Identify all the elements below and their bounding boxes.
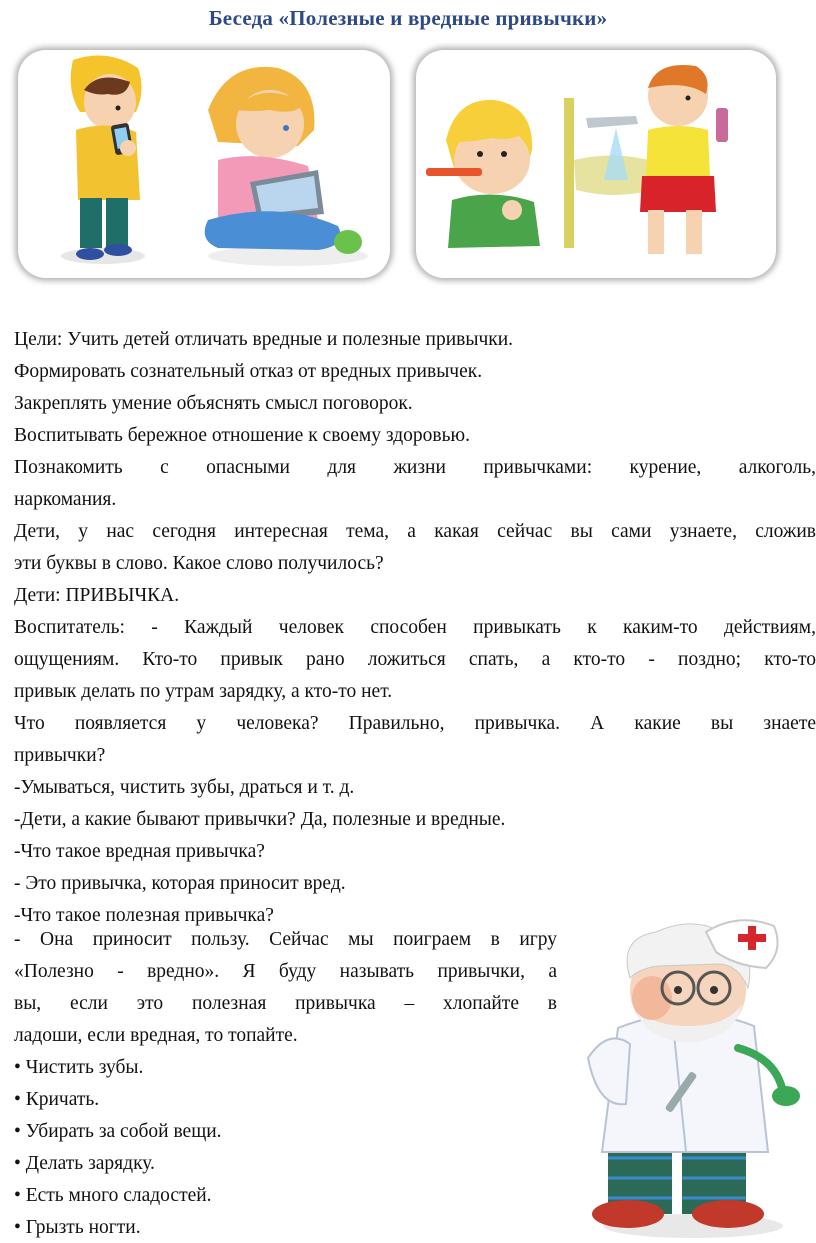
text-line: Дети, у нас сегодня интересная тема, а какая сейчас вы сами узнаете, сложив xyxy=(14,521,816,542)
kids-gadgets-illustration xyxy=(18,50,390,278)
text-line: ощущениям. Кто-то привык рано ложиться спать, а кто-то - поздно; кто-то xyxy=(14,649,816,670)
girl-with-laptop-icon xyxy=(205,67,368,266)
habits-list xyxy=(14,1052,557,1243)
illustration-kids-with-gadgets xyxy=(18,50,390,278)
list-item: • Делать зарядку. xyxy=(14,1153,155,1174)
list-item: • Грызть ногти. xyxy=(14,1217,141,1238)
sink-icon xyxy=(564,98,656,248)
text-line: наркомания. xyxy=(14,489,117,510)
text-line: -Умываться, чистить зубы, драться и т. д. xyxy=(14,777,355,798)
text-line: Формировать сознательный отказ от вредных привычек. xyxy=(14,361,483,382)
boy-brushing-teeth-icon xyxy=(426,100,540,248)
doctor-icon xyxy=(578,908,808,1240)
text-line: Воспитатель: - Каждый человек способен привыкать к каким-то действиям, xyxy=(14,617,816,638)
text-line: Познакомить с опасными для жизни привычками: курение, алкоголь, xyxy=(14,457,816,478)
text-line: -Что такое полезная привычка? xyxy=(14,905,274,926)
boy-with-phone-icon xyxy=(61,56,145,265)
boy-washing-face-icon xyxy=(640,65,728,254)
text-line: - Это привычка, которая приносит вред. xyxy=(14,873,346,894)
text-line: ладоши, если вредная, то топайте. xyxy=(14,1025,298,1046)
illustration-kids-hygiene xyxy=(416,50,776,278)
text-line: привычки? xyxy=(14,745,106,766)
text-line: «Полезно - вредно». Я буду называть привычки, а xyxy=(14,961,557,982)
list-item: • Есть много сладостей. xyxy=(14,1185,212,1206)
text-line: привык делать по утрам зарядку, а кто-то нет. xyxy=(14,681,393,702)
text-line: -Что такое вредная привычка? xyxy=(14,841,265,862)
list-item: • Кричать. xyxy=(14,1089,100,1110)
text-line: Что появляется у человека? Правильно, привычка. А какие вы знаете xyxy=(14,713,816,734)
text-line: Дети: ПРИВЫЧКА. xyxy=(14,585,180,606)
doctor-illustration xyxy=(578,908,808,1240)
text-line: -Дети, а какие бывают привычки? Да, полезные и вредные. xyxy=(14,809,506,830)
text-line: Цели: Учить детей отличать вредные и полезные привычки. xyxy=(14,329,514,350)
list-item: • Убирать за собой вещи. xyxy=(14,1121,222,1142)
text-line: Закреплять умение объяснять смысл поговорок. xyxy=(14,393,413,414)
game-instructions xyxy=(14,924,557,1052)
page-title: Беседа «Полезные и вредные привычки» xyxy=(208,6,608,30)
text-line: вы, если это полезная привычка – хлопайте в xyxy=(14,993,557,1014)
text-line: - Она приносит пользу. Сейчас мы поиграем в игру xyxy=(14,929,557,950)
text-line: Воспитывать бережное отношение к своему здоровью. xyxy=(14,425,470,446)
kids-hygiene-illustration xyxy=(416,50,776,278)
list-item: • Чистить зубы. xyxy=(14,1057,144,1078)
text-line: эти буквы в слово. Какое слово получилось? xyxy=(14,553,384,574)
intro-text xyxy=(14,324,816,932)
